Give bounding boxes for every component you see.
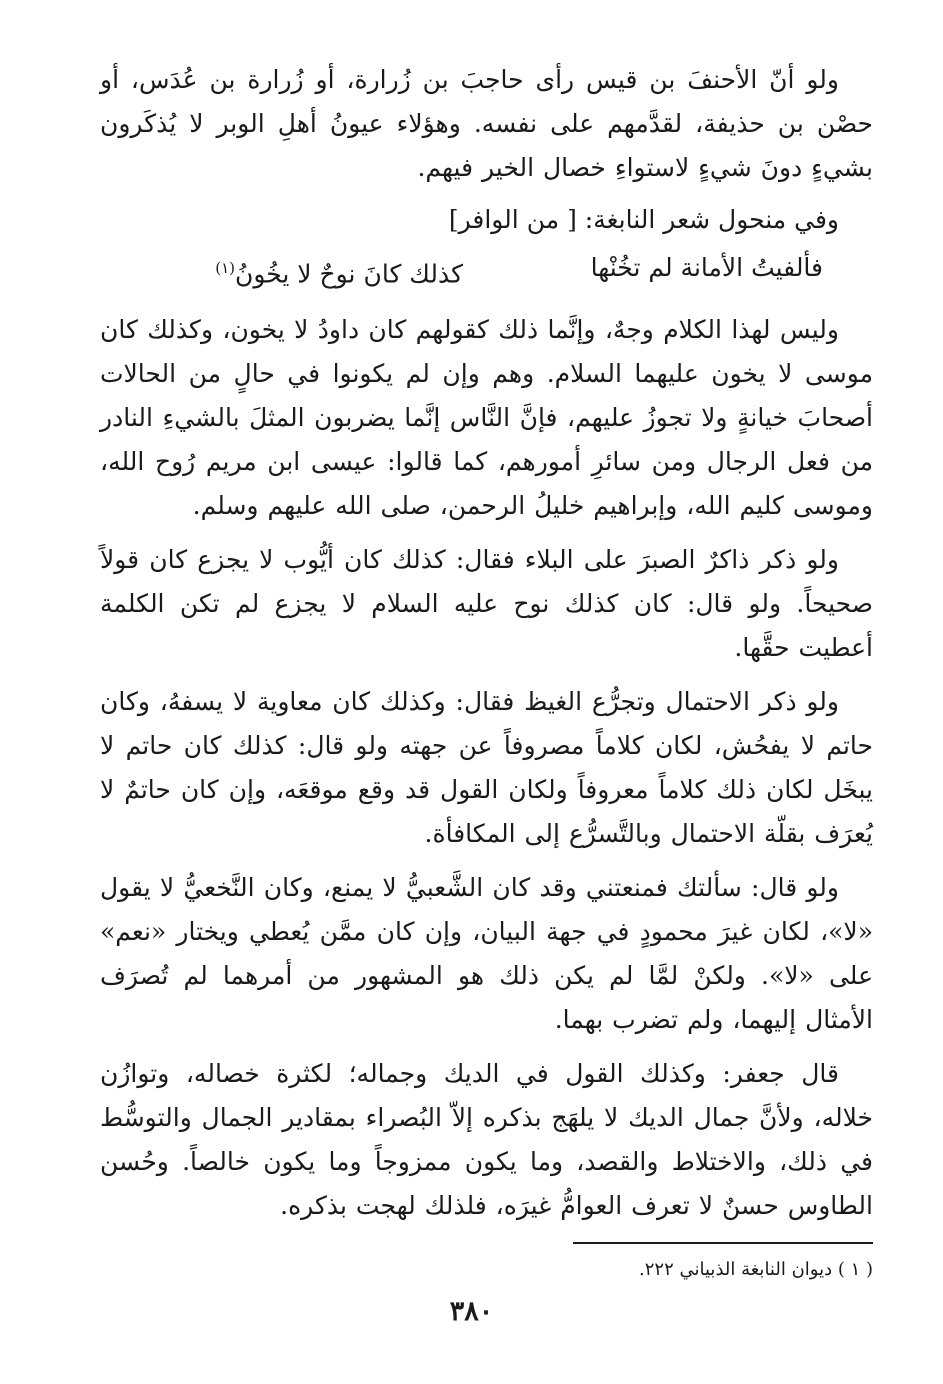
paragraph-4: ولو ذكر الاحتمال وتجرُّع الغيظ فقال: وكذلك كان معاوية لا يسفهُ، وكان حاتم لا يفحُش، لكان كلاماً مصروفاً عن جهته ولو قال: كذلك كان حاتم لا يبخَل لكان ذلك كلاماً معروفاً ولكان القول قد وقع موقعَه، وإن كان حاتمٌ لا يُعرَف بقلّة الاحتمال وبالتَّسرُّع إلى المكافأة.: [100, 687, 873, 849]
paragraph-2: وليس لهذا الكلام وجهٌ، وإنَّما ذلك كقولهم كان داودُ لا يخون، وكذلك كان موسى لا يخون عليهما السلام. وهم وإن لم يكونوا في حالٍ من الحالات أصحابَ خيانةٍ ولا تجوزُ عليهم، فإنَّ النَّاس إنَّما يضربون المثلَ بالشيءِ النادر من فعل الرجال ومن سائرِ أمورهم، كما قالوا: عيسى ابن مريم رُوح الله، وموسى كليم الله، وإبراهيم خليلُ الرحمن، صلى الله عليهم وسلم.: [100, 315, 873, 521]
poetry-verse: [100, 246, 873, 296]
paragraph-5: ولو قال: سألتك فمنعتني وقد كان الشَّعبيُّ لا يمنع، وكان النَّخعيُّ لا يقول «لا»، لكان غيرَ محمودٍ في جهة البيان، وإن كان ممَّن يُعطي ويختار «نعم» على «لا». ولكنْ لمَّا لم يكن ذلك هو المشهور من أمرهما لم تُصرَف الأمثال إليهما، ولم تضرب بهما.: [100, 873, 873, 1035]
footnote-marker: (١): [215, 259, 235, 277]
verse-intro: وفي منحول شعر النابغة: [ من الوافر]: [448, 205, 839, 234]
paragraph-1: ولو أنّ الأحنفَ بن قيس رأى حاجبَ بن زُرارة، أو زُرارة بن عُدَس، أو حصْن بن حذيفة، لقدَّمهم على نفسه. وهؤلاء عيونُ أهلِ الوبر لا يُذكَرون بشيءٍ دونَ شيءٍ لاستواءِ خصال الخير فيهم.: [100, 65, 873, 182]
verse-hemistich-1: فألفيتُ الأمانة لم تخُنْها: [590, 253, 823, 282]
paragraph-3: ولو ذكر ذاكرٌ الصبرَ على البلاء فقال: كذلك كان أيُّوب لا يجزع كان قولاً صحيحاً. ولو قال: كان كذلك نوح عليه السلام لا يجزع لم تكن الكلمة أعطيت حقَّها.: [100, 545, 873, 663]
footnote: ( ١ ) ديوان النابغة الذبياني ٢٢٢.: [639, 1259, 873, 1281]
verse-hemistich-2-text: كذلك كانَ نوحٌ لا يخُونُ: [234, 259, 463, 289]
footnote-divider: [573, 1242, 873, 1244]
verse-hemistich-2: [133, 246, 463, 296]
paragraph-6: قال جعفر: وكذلك القول في الديك وجماله؛ لكثرة خصاله، وتوازُن خلاله، ولأنَّ جمال الديك لا يلهَج بذكره إلاّ البُصراء بمقادير الجمال والتوسُّط في ذلك، والاختلاط والقصد، وما يكون ممزوجاً وما يكون خالصاً. وحُسن الطاوس حسنٌ لا تعرف العوامُّ غيرَه، فلذلك لهجت بذكره.: [100, 1059, 873, 1221]
page-number: ٣٨٠: [449, 1296, 494, 1327]
